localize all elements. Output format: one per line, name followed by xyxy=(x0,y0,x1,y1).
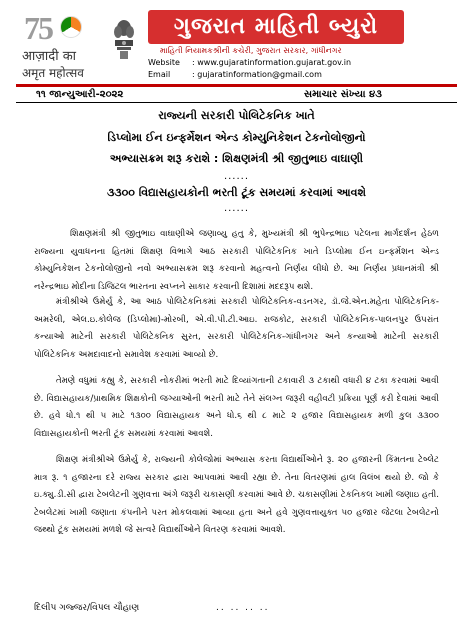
azadi-line2: अमृत महोत्सव xyxy=(22,66,84,80)
azadi-ka-amrit-mahotsav-logo xyxy=(22,10,112,82)
website-label: Website xyxy=(148,58,180,67)
headline-separator: ...... xyxy=(223,171,250,182)
date-divider xyxy=(16,102,457,103)
bureau-title: ગુજરાત માહિતી બ્યુરો xyxy=(148,10,404,44)
ashoka-emblem-icon xyxy=(112,18,136,64)
email-link[interactable]: : gujaratinformation@gmail.com xyxy=(192,70,322,79)
header-divider xyxy=(16,84,457,87)
body-paragraph-1: શિક્ષણમંત્રી શ્રી જીતુભાઇ વાઘાણીએ જણાવ્યુ હતુ કે, મુખ્યમંત્રી શ્રી ભુપેન્દ્રભાઇ પટેલના માર્ગદર્શન હેઠળ રાજ્યના યુવાધનના હિતમાં શિક્ષણ વિભાગે આઠ સરકારી પોલિટેકનિક ખાતે ડિપ્લોમા ઈન ઇન્ફર્મેશન એન્ડ કોમ્યુનિકેશન ટેકનોલોજીનો નવો અભ્યાસક્રમ શરૂ કરવાનો મહત્વનો નિર્ણય લીધો છે. આ નિર્ણય પ્રધાનમંત્રી શ્રી નરેન્દ્રભાઇ મોદીના ડિજિટલ ભારતના સ્વપ્નને સાકાર કરવાની દિશામાં મદદરૂપ થશે. xyxy=(34,229,439,292)
website-link[interactable]: : www.gujaratinformation.gujarat.gov.in xyxy=(192,58,352,67)
body-paragraph-3: તેમણે વધુમાં કહ્યુ કે, સરકારી નોકરીમાં ભરતી માટે દિવ્યાંગતાની ટકાવારી ૩ ટકાથી વધારી ૪ ટકા કરવામાં આવી છે. વિદ્યાસહાયક/પ્રાથમિક શિક્ષકોની જગ્યાઓની ભરતી માટે તેને સંલગ્ન જરૂરી વહીવટી પ્રક્રિયા પૂર્ણ કરી દેવામાં આવી છે. હવે ધો.૧ થી ૫ માટે ૧૩૦૦ વિદ્યાસહાયક અને ધો.૬ થી ૮ માટે ૨ હજાર વિદ્યાસહાયક મળી કુલ ૩૩૦૦ વિદ્યાસહાયકોની ભરતી ટૂંક સમયમાં કરવામાં આવશે. xyxy=(34,376,439,439)
bureau-subtitle: માહિતી નિયામકશ્રીની કચેરી, ગુજરાત સરકાર, ગાંધીનગર xyxy=(160,46,342,55)
end-marker: .. .. .. .. xyxy=(216,603,270,613)
headline-line2: ડિપ્લોમા ઈન ઇન્ફર્મેશન એન્ડ કોમ્યુનિકેશન ટેકનોલોજીનો xyxy=(107,131,366,144)
email-label: Email xyxy=(148,70,171,79)
azadi-number: 75 xyxy=(24,10,52,46)
headline-line4: ૩૩૦૦ વિદ્યાસહાયકોની ભરતી ટૂંક સમયમાં કરવામાં આવશે xyxy=(106,186,367,199)
headline-line3: અભ્યાસક્રમ શરૂ કરાશે : શિક્ષણમંત્રી શ્રી જીતુભાઇ વાઘાણી xyxy=(109,152,364,165)
release-date: ૧૧ જાન્યુઆરી-૨૦૨૨ xyxy=(36,89,124,100)
headline-separator: ...... xyxy=(223,203,250,214)
contact-block xyxy=(148,57,351,81)
tricolor-icon xyxy=(60,16,82,38)
release-number: સમાચાર સંખ્યા ૪૩ xyxy=(304,89,382,100)
headline-line1: રાજ્યની સરકારી પોલિટેકનિક ખાતે xyxy=(158,109,315,122)
body-paragraph-4: શિક્ષણ મંત્રીશ્રીએ ઉમેર્યુ કે, રાજ્યની કોલેજોમાં અભ્યાસ કરતા વિદ્યાર્થીઓને રૂ. ૨૦ હજારની કિંમતના ટેબ્લેટ માત્ર રૂ. ૧ હજારના દરે રાજ્ય સરકાર દ્વારા આપવામાં આવી રહ્યા છે. તેના વિતરણમાં હાલ વિલંબ થયો છે. જો કે ઇ.ક્યુ.ડી.સી દ્વારા ટેબલેટની ગુણવત્તા અંગે જરૂરી ચકાસણી કરવામાં આવે છે. ચકાસણીમાં ટેકનિકલ ખામી જણાઇ હતી. ટેબલેટમાં ખામી જણાતા કંપનીને પરત મોકલવામાં આવ્યા હતા અને હવે ગુણવત્તાયુક્ત ૫૦ હજાર જેટલા ટેબલેટનો જથ્થો ટૂંક સમયમાં મળશે જે સત્વરે વિદ્યાર્થીઓને વિતરણ કરવામાં આવશે. xyxy=(34,455,439,535)
body-paragraph-2: મંત્રીશ્રીએ ઉમેર્યુ કે, આ આઠ પોલિટેકનિકમાં સરકારી પોલિટેકનિક-વડનગર, ડૉ.જે.એન.મહેતા પોલિટેકનિક-અમરેલી, એલ.ઇ.કોલેજ (ડિપ્લોમા)-મોરબી, એ.વી.પી.ટી.આઇ. રાજકોટ, સરકારી પોલિટેકનિક-પાલનપુર ઉપરાંત કન્યાઓ માટેની સરકારી પોલિટેકનિક સુરત, સરકારી પોલિટેકનિક-ગાંધીનગર અને કન્યાઓ માટેની સરકારી પોલિટેકનિક અમદાવાદનો સમાવેશ કરવામાં આવ્યો છે. xyxy=(34,297,439,360)
azadi-line1: आज़ादी का xyxy=(22,49,77,64)
author-signature: દિલીપ ગજ્જર/વિપલ ચૌહાણ xyxy=(34,603,140,613)
